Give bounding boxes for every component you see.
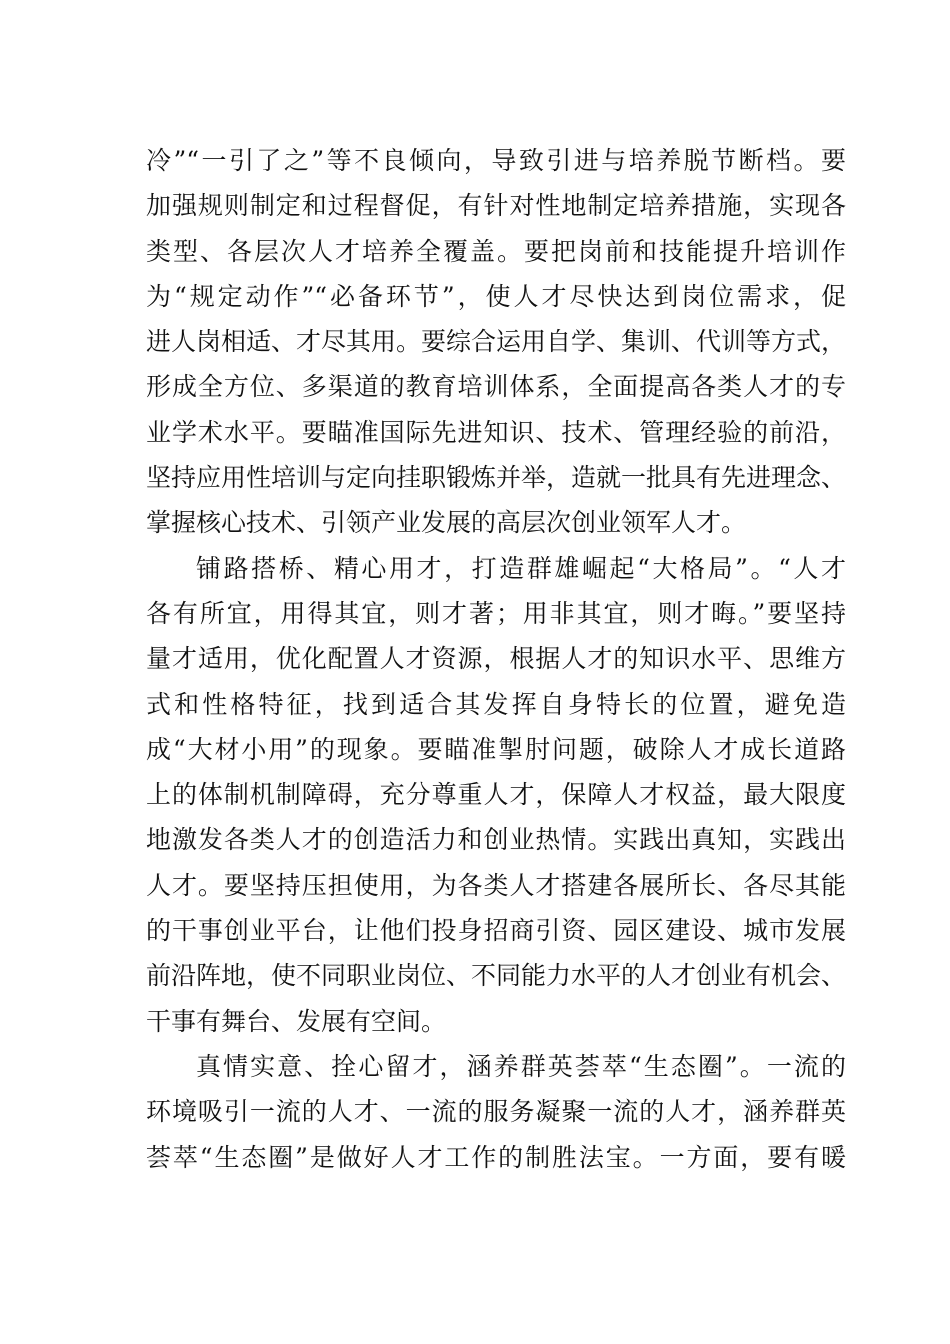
text-line: 成“大材小用”的现象。要瞄准掣肘问题，破除人才成长道路 bbox=[146, 734, 846, 764]
text-line: 进人岗相适、才尽其用。要综合运用自学、集训、代训等方式， bbox=[146, 327, 847, 357]
text-line: 荟萃“生态圈”是做好人才工作的制胜法宝。一方面，要有暖 bbox=[146, 1142, 846, 1172]
text-line: 人才。要坚持压担使用，为各类人才搭建各展所长、各尽其能 bbox=[146, 870, 846, 900]
document-body bbox=[146, 138, 846, 1180]
text-line: 环境吸引一流的人才、一流的服务凝聚一流的人才，涵养群英 bbox=[146, 1097, 846, 1127]
text-line: 上的体制机制障碍，充分尊重人才，保障人才权益，最大限度 bbox=[146, 780, 846, 810]
text-line: 的干事创业平台，让他们投身招商引资、园区建设、城市发展 bbox=[146, 916, 846, 946]
paragraph-talent-training bbox=[146, 138, 846, 546]
text-line: 业学术水平。要瞄准国际先进知识、技术、管理经验的前沿， bbox=[146, 417, 846, 447]
text-line: 加强规则制定和过程督促，有针对性地制定培养措施，实现各 bbox=[146, 191, 846, 221]
text-line: 类型、各层次人才培养全覆盖。要把岗前和技能提升培训作 bbox=[146, 236, 846, 266]
text-line: 冷”“一引了之”等不良倾向，导致引进与培养脱节断档。要 bbox=[146, 146, 846, 175]
text-line: 量才适用，优化配置人才资源，根据人才的知识水平、思维方 bbox=[146, 644, 846, 674]
text-line: 坚持应用性培训与定向挂职锻炼并举，造就一批具有先进理念、 bbox=[146, 463, 847, 493]
text-line: 形成全方位、多渠道的教育培训体系，全面提高各类人才的专 bbox=[146, 372, 846, 402]
paragraph-talent-usage bbox=[146, 546, 846, 1044]
text-line: 干事有舞台、发展有空间。 bbox=[146, 1006, 447, 1036]
text-line: 各有所宜，用得其宜，则才著；用非其宜，则才晦。”要坚持 bbox=[146, 598, 846, 628]
text-line: 掌握核心技术、引领产业发展的高层次创业领军人才。 bbox=[146, 508, 747, 538]
paragraph-talent-retention bbox=[146, 1044, 846, 1180]
text-line: 地激发各类人才的创造活力和创业热情。实践出真知，实践出 bbox=[146, 825, 846, 855]
text-line: 前沿阵地，使不同职业岗位、不同能力水平的人才创业有机会、 bbox=[146, 961, 847, 991]
text-line: 真情实意、拴心留才，涵养群英荟萃“生态圈”。一流的 bbox=[196, 1051, 846, 1081]
text-line: 为“规定动作”“必备环节”，使人才尽快达到岗位需求，促 bbox=[146, 281, 846, 311]
text-line: 式和性格特征，找到适合其发挥自身特长的位置，避免造 bbox=[146, 689, 846, 719]
text-line: 铺路搭桥、精心用才，打造群雄崛起“大格局”。“人才 bbox=[196, 553, 846, 583]
